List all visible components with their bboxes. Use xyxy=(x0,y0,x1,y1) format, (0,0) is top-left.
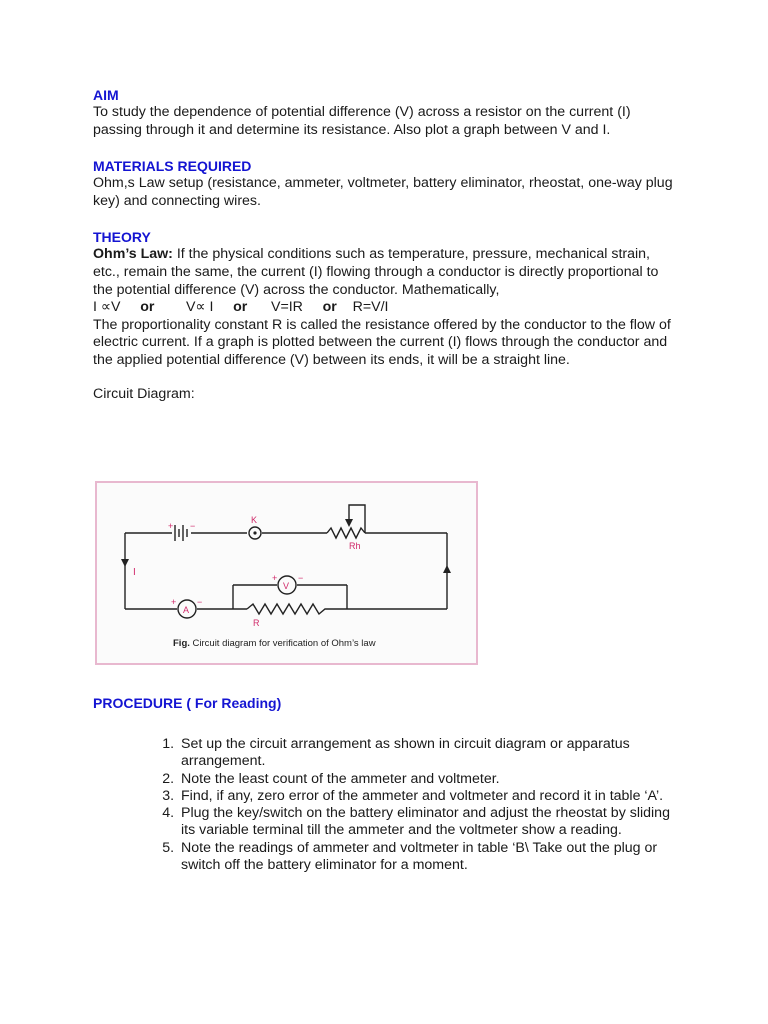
theory-paragraph: The proportionality constant R is called the resistance offered by the conductor to the flow of electric current. If a graph is plotted between the current (I) flows through the conductor and the applied potential difference (V) between its ends, it will be a straight line. xyxy=(93,316,671,368)
figure-caption xyxy=(173,638,376,649)
or-1: or xyxy=(140,299,155,316)
formula-4: R=V/I xyxy=(352,299,389,316)
procedure-step: 5. Note the readings of ammeter and voltmeter in table ‘B\ Take out the plug or switch off the battery eliminator for a moment. xyxy=(178,840,678,875)
ohms-law-label: Ohm’s Law: xyxy=(93,246,173,263)
ammeter-label: A xyxy=(183,605,190,615)
or-3: or xyxy=(322,299,337,316)
or-2: or xyxy=(233,299,248,316)
voltmeter-plus: + xyxy=(272,573,278,583)
key-label: K xyxy=(251,515,258,525)
ammeter-plus: + xyxy=(171,597,177,607)
procedure-step: 3. Find, if any, zero error of the ammeter and voltmeter and record it in table ‘A’. xyxy=(178,788,678,805)
materials-text: Ohm,s Law setup (resistance, ammeter, voltmeter, battery eliminator, rheostat, one-way plug key) and connecting wires. xyxy=(93,175,673,209)
formula-2: V∝ I xyxy=(185,299,214,316)
ammeter-minus: − xyxy=(197,597,203,607)
caption-fig: Fig. xyxy=(173,638,190,649)
battery-plus: + xyxy=(168,521,174,531)
procedure-heading: PROCEDURE ( For Reading) xyxy=(93,695,282,711)
procedure-step: 2. Note the least count of the ammeter and voltmeter. xyxy=(178,771,678,788)
procedure-step: 1. Set up the circuit arrangement as shown in circuit diagram or apparatus arrangement. xyxy=(178,736,678,771)
caption-text: Circuit diagram for verification of Ohm’s law xyxy=(189,638,376,649)
procedure-list xyxy=(155,736,678,874)
procedure-step: 4. Plug the key/switch on the battery eliminator and adjust the rheostat by sliding its variable terminal till the ammeter and the voltmeter show a reading. xyxy=(178,805,678,840)
battery-minus: − xyxy=(190,521,196,531)
circuit-diagram-label: Circuit Diagram: xyxy=(93,385,195,402)
theory-heading: THEORY xyxy=(93,229,151,246)
formula-line xyxy=(93,299,678,317)
circuit-diagram xyxy=(97,483,480,667)
aim-heading: AIM xyxy=(93,87,119,103)
ohms-law-text: If the physical conditions such as temperature, pressure, mechanical strain, etc., remain the same, the current (I) flowing through a conductor is directly proportional to the potential difference (V) across the conductor. Mathematically, xyxy=(93,246,659,298)
aim-text: To study the dependence of potential difference (V) across a resistor on the current (I) passing through it and determine its resistance. Also plot a graph between V and I. xyxy=(93,104,631,138)
formula-1: I ∝V xyxy=(93,299,121,316)
document-body xyxy=(93,86,678,403)
resistor-label: R xyxy=(253,618,260,628)
rheostat-label: Rh xyxy=(349,541,361,551)
theory-law-paragraph xyxy=(93,246,678,299)
formula-3: V=IR xyxy=(270,299,303,316)
current-label: I xyxy=(133,567,136,578)
circuit-diagram-figure xyxy=(95,481,478,665)
voltmeter-minus: − xyxy=(298,573,304,583)
materials-heading: MATERIALS REQUIRED xyxy=(93,158,252,175)
voltmeter-label: V xyxy=(283,581,290,591)
